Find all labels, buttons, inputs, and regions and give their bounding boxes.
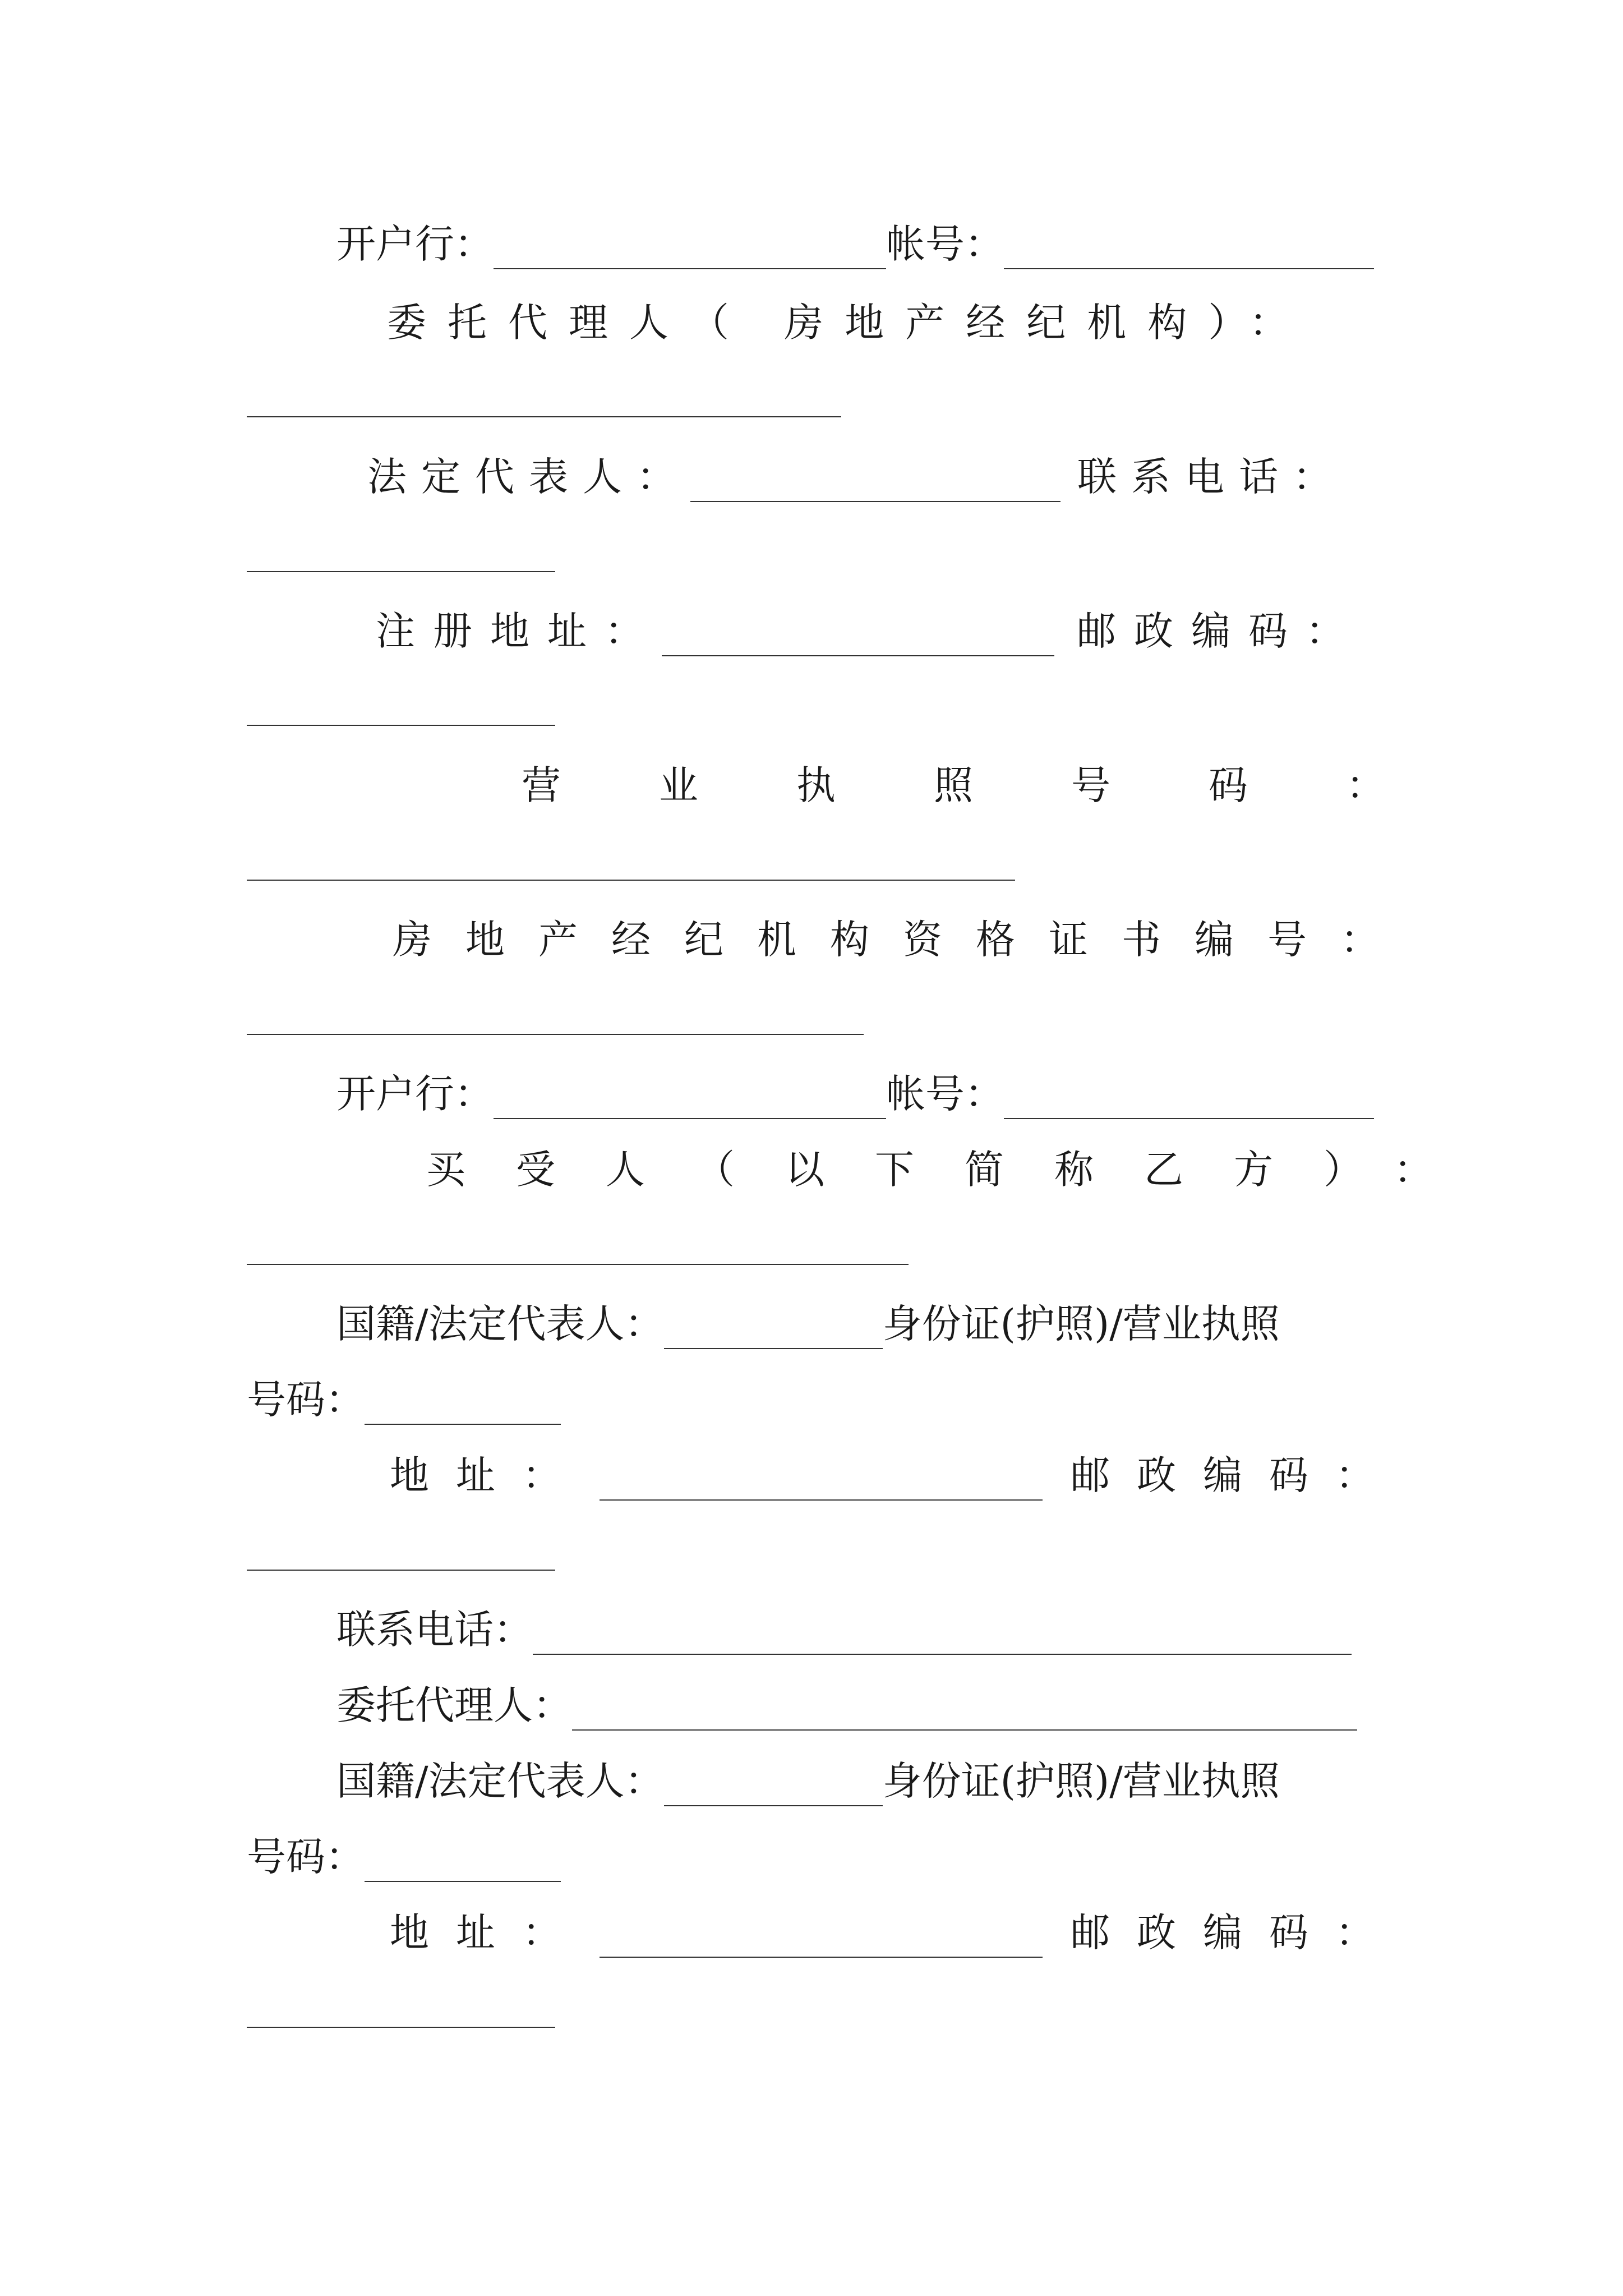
account2-field[interactable]: [1004, 1083, 1374, 1119]
buyer-field[interactable]: [247, 1264, 909, 1265]
id-number-field-1[interactable]: [365, 1389, 561, 1425]
nationality-rep-label-2: 国籍/法定代表人：: [336, 1758, 664, 1804]
agency-cert-label: 房地产经纪机构资格证书编号：: [393, 917, 1413, 963]
nationality-rep-row-2: [336, 1756, 1280, 1806]
license-label: 营业执照号码：: [522, 762, 1483, 808]
buyer-label: 买受人（以下简称乙方）：: [426, 1147, 1483, 1193]
legal-rep-field[interactable]: [690, 466, 1061, 502]
id-label-1: 身份证(护照)/营业执照: [882, 1301, 1280, 1347]
bank2-field[interactable]: [494, 1083, 886, 1119]
phone-field-b[interactable]: [533, 1619, 1352, 1655]
nationality-rep-field-2[interactable]: [664, 1770, 883, 1806]
reg-addr-label: 注册地址：: [376, 608, 662, 654]
address-field-2[interactable]: [600, 1922, 1043, 1958]
license-field[interactable]: [247, 880, 1015, 881]
postcode-field-b[interactable]: [247, 1570, 555, 1571]
postcode-label-b: 邮政编码：: [1071, 1452, 1401, 1498]
license-row: [522, 760, 1483, 811]
id-number-label-1: 号码：: [247, 1377, 365, 1423]
agent-label: 委托代理人（ 房地产经纪机构）：: [387, 300, 1310, 346]
agency-cert-row: [393, 914, 1413, 965]
nationality-rep-field-1[interactable]: [664, 1313, 883, 1349]
postcode-label-a: 邮政编码：: [1077, 608, 1363, 654]
address-row-1: [390, 1450, 1401, 1501]
bank1-row: [336, 219, 1374, 269]
agent2-row: [336, 1680, 1357, 1731]
nationality-rep-row-1: [336, 1299, 1280, 1349]
reg-addr-row: [376, 606, 1363, 656]
id-number-label-2: 号码：: [247, 1834, 365, 1880]
reg-addr-field[interactable]: [662, 620, 1054, 656]
bank1-label: 开户行：: [336, 221, 494, 267]
bank1-field[interactable]: [494, 233, 886, 269]
phone-row-b: [336, 1604, 1352, 1655]
address-label-2: 地址：: [390, 1910, 588, 1955]
address-field-1[interactable]: [600, 1465, 1043, 1501]
agent-row: [387, 297, 1363, 348]
account1-label: 帐号：: [886, 221, 1004, 267]
postcode-field-a[interactable]: [247, 725, 555, 726]
address-label-1: 地址：: [390, 1452, 588, 1498]
legal-rep-row: [367, 452, 1347, 502]
agency-cert-field[interactable]: [247, 1034, 864, 1035]
phone-field-a[interactable]: [247, 571, 555, 572]
agent2-label: 委托代理人：: [336, 1682, 572, 1728]
legal-rep-label: 法定代表人：: [367, 454, 690, 500]
account2-label: 帐号：: [886, 1071, 1004, 1117]
bank2-row: [336, 1069, 1374, 1119]
nationality-rep-label-1: 国籍/法定代表人：: [336, 1301, 664, 1347]
agent2-field[interactable]: [572, 1695, 1357, 1731]
postcode-label-c: 邮政编码：: [1071, 1910, 1401, 1955]
id-number-row-1: [247, 1374, 561, 1425]
address-row-2: [390, 1907, 1401, 1958]
id-label-2: 身份证(护照)/营业执照: [882, 1758, 1280, 1804]
bank2-label: 开户行：: [336, 1071, 494, 1117]
id-number-row-2: [247, 1832, 561, 1882]
phone-label-a: 联系电话：: [1077, 454, 1347, 500]
postcode-field-c[interactable]: [247, 2027, 555, 2028]
account1-field[interactable]: [1004, 233, 1374, 269]
agent-field[interactable]: [247, 416, 841, 417]
id-number-field-2[interactable]: [365, 1846, 561, 1882]
buyer-row: [426, 1144, 1483, 1195]
phone-label-b: 联系电话：: [336, 1607, 533, 1653]
